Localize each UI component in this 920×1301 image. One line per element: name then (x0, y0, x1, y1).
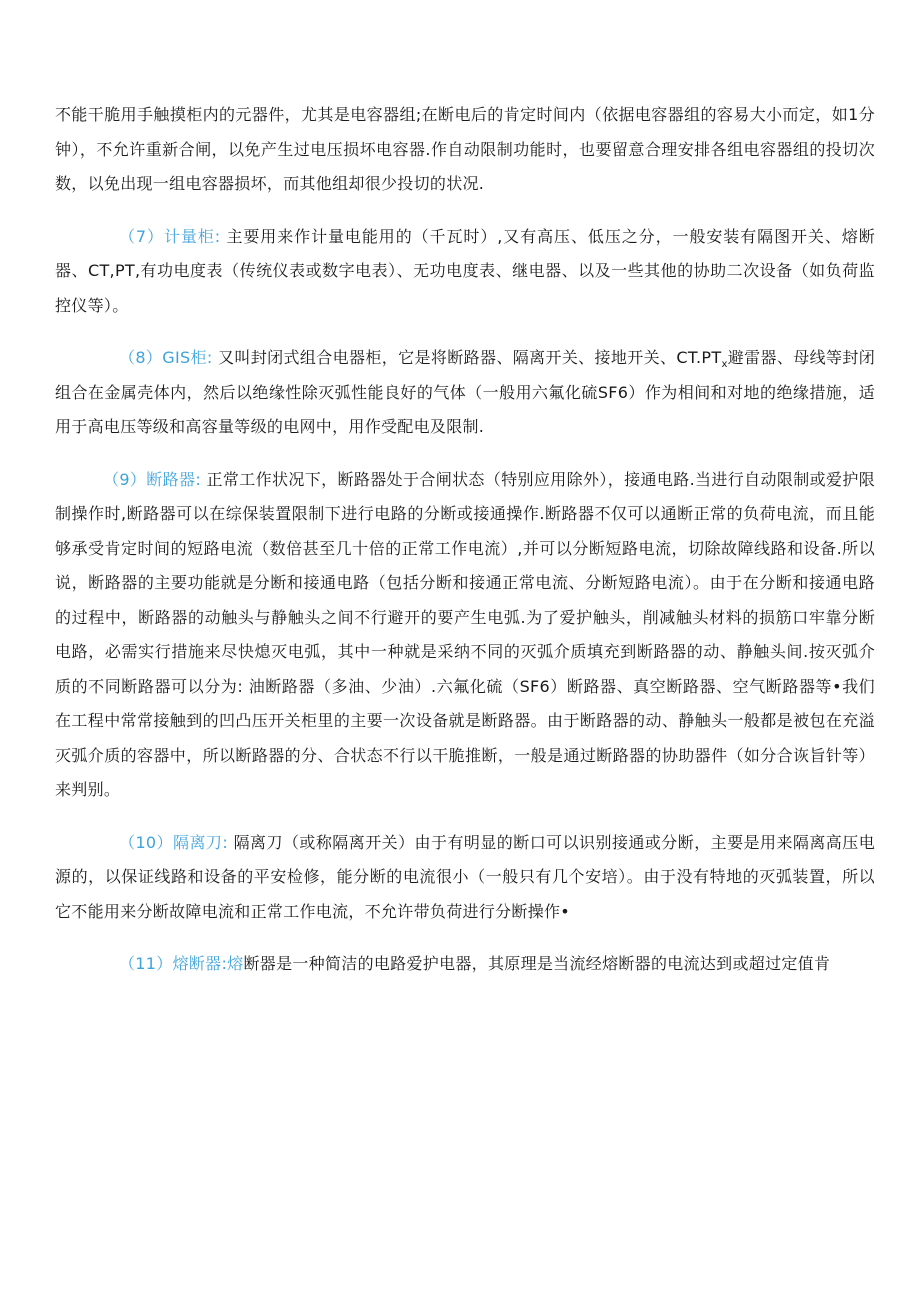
section-heading-fuse-tail: 熔 (227, 954, 244, 973)
paragraph-body: 正常工作状况下，断路器处于合闸状态（特别应用除外），接通电路.当进行自动限制或爱护限制操作时,断路器可以在综保装置限制下进行电路的分断或接通操作.断路器不仅可以通断正常的负荷电流，而且能够承受肯定时间的短路电流（数倍甚至几十倍的正常工作电流）,并可以分断短路电流，切除故障线路和设备.所以说，断路器的主要功能就是分断和接通电路（包括分断和接通正常电流、分断短路电流）。由于在分断和接通电路的过程中，断路器的动触头与静触头之间不行避开的要产生电弧.为了爱护触头，削减触头材料的损筋口牢靠分断电路，必需实行措施来尽快熄灭电弧，其中一种就是采纳不同的灭弧介质填充到断路器的动、静触头间.按灭弧介质的不同断路器可以分为: 油断路器（多油、少油）.六氟化硫（SF6）断路器、真空断路器、空气断路器等•我们在工程中常常接触到的凹凸压开关柜里的主要一次设备就是断路器。由于断路器的动、静触头一般都是被包在充溢灭弧介质的容器中，所以断路器的分、合状态不行以干脆推断，一般是通过断路器的协助器件（如分合诙旨针等）来判别。 (55, 469, 876, 799)
paragraph-fuse (55, 947, 875, 982)
section-heading-isolating-switch: （10）隔离刀: (119, 832, 229, 852)
paragraph-body: 又叫封闭式组合电器柜，它是将断路器、隔离开关、接地开关、CT.PT (218, 348, 722, 367)
section-heading-fuse: （11）熔断器: (119, 954, 228, 973)
paragraph-capacitor-cabinet-continued (55, 98, 875, 202)
section-heading-circuit-breaker: （9）断路器: (103, 469, 202, 489)
paragraph-body-continued: 避雷器、母线等封闭组合在金属壳体内，然后以绝缘性除灭弧性能良好的气体（一般用六氟化硫SF6）作为相间和对地的绝缘措施，适用于高电压等级和高容量等级的电网中，用作受配电及限制. (55, 348, 875, 436)
paragraph-body: 隔离刀（或称隔离开关）由于有明显的断口可以识别接通或分断，主要是用来隔离高压电源的，以保证线路和设备的平安检修，能分断的电流很小（一般只有几个安培）。由于没有特地的灭弧装置，所以它不能用来分断故障电流和正常工作电流，不允许带负荷进行分断操作• (55, 832, 876, 921)
paragraph-body: 断器是一种简洁的电路爱护电器，其原理是当流经熔断器的电流达到或超过定值肯 (243, 954, 831, 973)
paragraph-circuit-breaker (55, 463, 875, 808)
section-heading-gis-cabinet: （8）GIS柜: (119, 348, 213, 367)
paragraph-gis-cabinet (55, 341, 875, 445)
subscript-x: x (721, 359, 728, 371)
paragraph-body: 主要用来作计量电能用的（千瓦时）,又有高压、低压之分，一般安装有隔图开关、熔断器、CT,PT,有功电度表（传统仪表或数字电表）、无功电度表、继电器、以及一些其他的协助二次设备（如负荷监控仪等）。 (55, 226, 876, 315)
document-page (55, 98, 875, 1000)
section-heading-metering-cabinet: （7）计量柜: (119, 226, 221, 246)
paragraph-isolating-switch (55, 826, 875, 930)
paragraph-metering-cabinet (55, 220, 875, 324)
paragraph-body: 不能干脆用手触摸柜内的元器件，尤其是电容器组;在断电后的肯定时间内（依据电容器组的容易大小而定，如1分钟），不允许重新合闸，以免产生过电压损坏电容器.作自动限制功能时，也要留意合理安排各组电容器组的投切次数，以免出现一组电容器损坏，而其他组却很少投切的状况. (55, 105, 875, 193)
